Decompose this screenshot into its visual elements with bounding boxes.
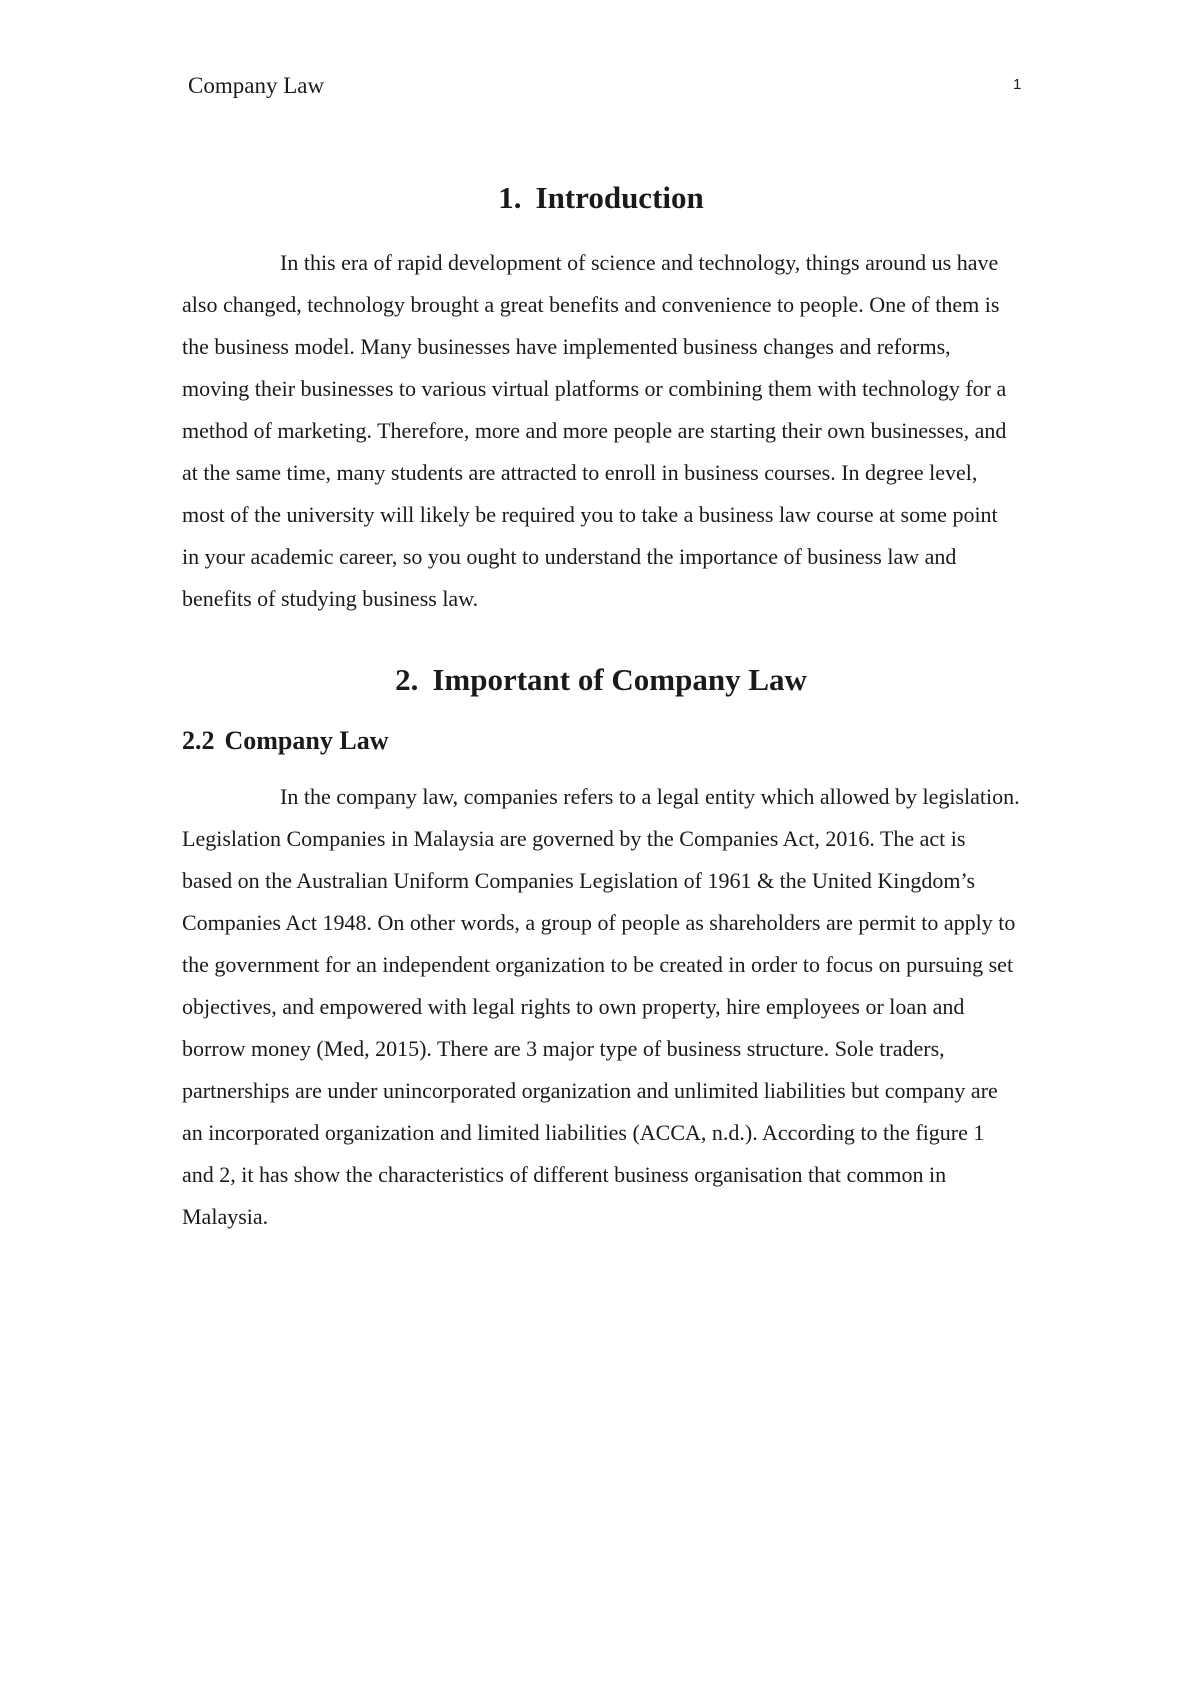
page-number: 1 [1013,76,1022,93]
subsection-title: Company Law [224,726,389,755]
section-heading-introduction [182,178,1020,218]
section-number: 1. [498,180,522,215]
company-law-paragraph: In the company law, companies refers to a legal entity which allowed by legislation. Legislation Companies in Malaysia are governed by the Companies Act, 2016. The act is based on the Australian Uniform Companies Legislation of 1961 & the United Kingdom’s Companies Act 1948. On other words, a group of people as shareholders are permit to apply to the government for an independent organization to be created in order to focus on pursuing set objectives, and empowered with legal rights to own property, hire employees or loan and borrow money (Med, 2015). There are 3 major type of business structure. Sole traders, partnerships are under unincorporated organization and unlimited liabilities but company are an incorporated organization and limited liabilities (ACCA, n.d.). According to the figure 1 and 2, it has show the characteristics of different business organisation that common in Malaysia. [182,784,1020,1229]
section-title: Introduction [535,180,704,215]
document-body [182,178,1020,1238]
section-number: 2. [395,662,419,697]
section-heading-important-of-company-law [182,660,1020,700]
introduction-paragraph: In this era of rapid development of science and technology, things around us have also changed, technology brought a great benefits and convenience to people. One of them is the business model. Many businesses have implemented business changes and reforms, moving their businesses to various virtual platforms or combining them with technology for a method of marketing. Therefore, more and more people are starting their own businesses, and at the same time, many students are attracted to enroll in business courses. In degree level, most of the university will likely be required you to take a business law course at some point in your academic career, so you ought to understand the importance of business law and benefits of studying business law. [182,250,1007,611]
subsection-heading-company-law [182,724,1020,758]
running-header: Company Law [188,73,325,98]
section-title: Important of Company Law [432,662,807,697]
subsection-number: 2.2 [182,726,215,755]
